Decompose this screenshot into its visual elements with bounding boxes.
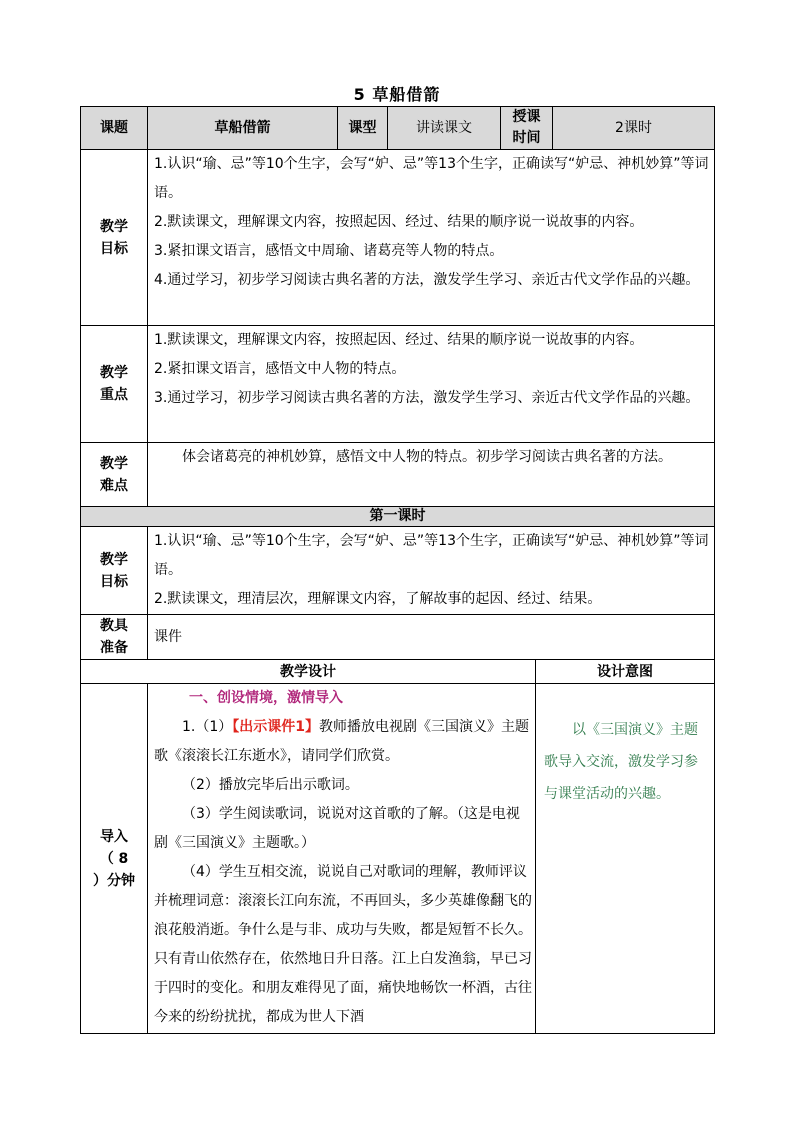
- goal-item: 2.默读课文，理解课文内容，按照起因、经过、结果的顺序说一说故事的内容。: [154, 214, 644, 230]
- label-time-line-2: 时间: [512, 130, 541, 146]
- design-header: 教学设计: [81, 660, 536, 684]
- difficulty-row: [81, 443, 715, 507]
- design-intent: 以《三国演义》主题歌导入交流，激发学习参与课堂活动的兴趣。: [536, 684, 715, 1034]
- stage-label-line-1: 导入: [100, 828, 128, 845]
- topic-value: 草船借箭: [148, 107, 338, 150]
- lesson-goal-item: 1.认识“瑜、忌”等10个生字，会写“妒、忌”等13个生字，正确读写“妒忌、神机妙算”等词语。: [154, 533, 709, 578]
- stage-label-line-3: ）分钟: [93, 872, 135, 889]
- lesson-goal-item: 2.默读课文，理清层次，理解课文内容，了解故事的起因、经过、结果。: [154, 591, 602, 607]
- lesson-goals-row: [81, 527, 715, 615]
- goals-label-line-2: 目标: [100, 240, 128, 257]
- prep-row: [81, 615, 715, 660]
- difficulty-label-line-1: 教学: [100, 455, 128, 472]
- design-paragraph-4: （4）学生互相交流，说说自己对歌词的理解，教师评议并梳理词意：滚滚长江向东流，不再回头，多少英雄像翻飞的浪花般消逝。争什么是与非、成功与失败，都是短暂不长久。只有青山依然存在，依然地日升日落。江上白发渔翁，早已习于四时的变化。和朋友难得见了面，痛快地畅饮一杯酒，古往今来的纷纷扰扰，都成为世人下酒: [154, 864, 532, 1025]
- design-content: [148, 684, 536, 1034]
- goal-item: 4.通过学习，初步学习阅读古典名著的方法，激发学生学习、亲近古代文学作品的兴趣。: [154, 272, 700, 288]
- difficulty-content: [148, 443, 715, 507]
- goals-label: [81, 150, 148, 326]
- goals-row: [81, 150, 715, 326]
- goal-item: 1.认识“瑜、忌”等10个生字，会写“妒、忌”等13个生字，正确读写“妒忌、神机妙算”等词语。: [154, 156, 709, 201]
- label-time-line-1: 授课: [512, 109, 541, 125]
- label-topic: 课题: [81, 107, 148, 150]
- label-time: [501, 107, 553, 150]
- courseware-tag: 【出示课件1】: [232, 719, 320, 735]
- intent-header: 设计意图: [536, 660, 715, 684]
- difficulty-label-line-2: 难点: [100, 477, 128, 494]
- design-paragraph-1: [154, 713, 533, 771]
- label-type: 课型: [338, 107, 388, 150]
- document-title: 5 草船借箭: [353, 85, 441, 104]
- keys-label-line-1: 教学: [100, 365, 128, 381]
- goals-label-line-1: 教学: [100, 218, 128, 235]
- lesson-goals-label: [81, 527, 148, 615]
- type-value: 讲读课文: [388, 107, 501, 150]
- prep-label: [81, 615, 148, 660]
- prep-label-line-2: 准备: [100, 640, 128, 656]
- difficulty-text: 体会诸葛亮的神机妙算，感悟文中人物的特点。初步学习阅读古典名著的方法。: [182, 449, 672, 465]
- keys-label: [81, 326, 148, 443]
- key-item: 1.默读课文，理解课文内容，按照起因、经过、结果的顺序说一说故事的内容。: [154, 332, 644, 348]
- paragraph-text: 教师播放电视剧《三国演义》主题歌《滚滚长江东逝水》，请同学们欣赏。: [154, 719, 530, 764]
- keys-label-line-2: 重点: [100, 387, 128, 403]
- stage-label-line-2: （ 8: [99, 850, 129, 867]
- prep-label-line-1: 教具: [100, 618, 128, 634]
- design-paragraph-3: （3）学生阅读歌词，说说对这首歌的了解。（这是电视剧《三国演义》主题歌。）: [154, 806, 520, 851]
- keys-row: [81, 326, 715, 443]
- lesson-plan-table: [80, 106, 715, 1034]
- design-paragraph-2: （2）播放完毕后出示歌词。: [182, 777, 359, 793]
- paragraph-number: 1.（1）: [182, 719, 233, 735]
- key-item: 3.通过学习，初步学习阅读古典名著的方法，激发学生学习、亲近古代文学作品的兴趣。: [154, 390, 700, 406]
- header-row: [81, 107, 715, 150]
- lesson-goals-content: [148, 527, 715, 615]
- key-item: 2.紧扣课文语言，感悟文中人物的特点。: [154, 361, 406, 377]
- keys-content: [148, 326, 715, 443]
- first-lesson-banner-row: [81, 507, 715, 527]
- design-header-row: [81, 660, 715, 684]
- lesson-goals-label-line-1: 教学: [100, 551, 128, 568]
- first-lesson-banner: 第一课时: [81, 507, 715, 527]
- section-title: 一、创设情境，激情导入: [189, 690, 343, 706]
- stage-label: [81, 684, 148, 1034]
- prep-content: 课件: [148, 615, 715, 660]
- design-content-row: [81, 684, 715, 1034]
- time-value: 2课时: [553, 107, 715, 150]
- lesson-goals-label-line-2: 目标: [100, 573, 128, 590]
- difficulty-label: [81, 443, 148, 507]
- goal-item: 3.紧扣课文语言，感悟文中周瑜、诸葛亮等人物的特点。: [154, 243, 504, 259]
- goals-content: [148, 150, 715, 326]
